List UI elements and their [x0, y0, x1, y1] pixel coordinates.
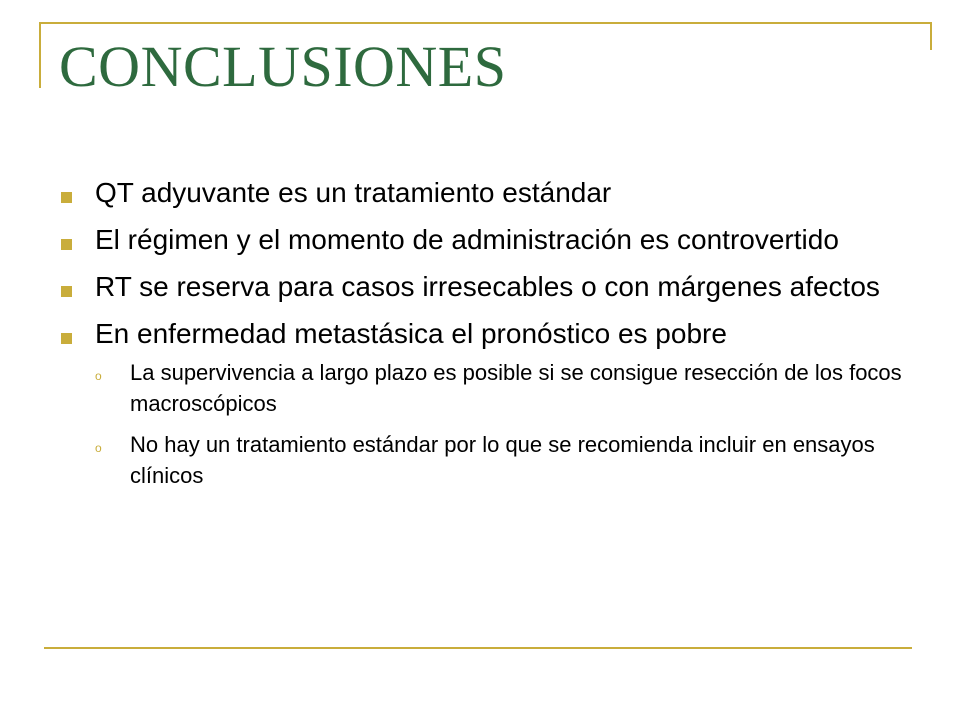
sub-bullet-list — [95, 357, 919, 491]
frame-bottom-line — [44, 647, 912, 649]
circle-bullet-icon: o — [95, 369, 102, 383]
sub-bullet-item — [95, 429, 919, 491]
sub-bullet-item — [95, 357, 919, 419]
frame-right-line — [930, 22, 932, 50]
square-bullet-icon — [61, 333, 72, 344]
bullet-item — [59, 221, 919, 259]
bullet-item — [59, 174, 919, 212]
bullet-text: QT adyuvante es un tratamiento estándar — [95, 177, 612, 208]
frame-top-line — [39, 22, 932, 24]
circle-bullet-icon: o — [95, 441, 102, 455]
bullet-list — [59, 174, 919, 501]
square-bullet-icon — [61, 192, 72, 203]
bullet-text: El régimen y el momento de administración es controvertido — [95, 224, 839, 255]
bullet-text: En enfermedad metastásica el pronóstico es pobre — [95, 318, 727, 349]
bullet-text: RT se reserva para casos irresecables o con márgenes afectos — [95, 271, 880, 302]
frame-left-line — [39, 22, 41, 88]
slide-title: CONCLUSIONES — [59, 34, 507, 99]
sub-bullet-text: No hay un tratamiento estándar por lo que se recomienda incluir en ensayos clínicos — [130, 432, 875, 488]
bullet-item — [59, 315, 919, 491]
square-bullet-icon — [61, 286, 72, 297]
square-bullet-icon — [61, 239, 72, 250]
sub-bullet-text: La supervivencia a largo plazo es posible si se consigue resección de los focos macroscópicos — [130, 360, 902, 416]
bullet-item — [59, 268, 919, 306]
